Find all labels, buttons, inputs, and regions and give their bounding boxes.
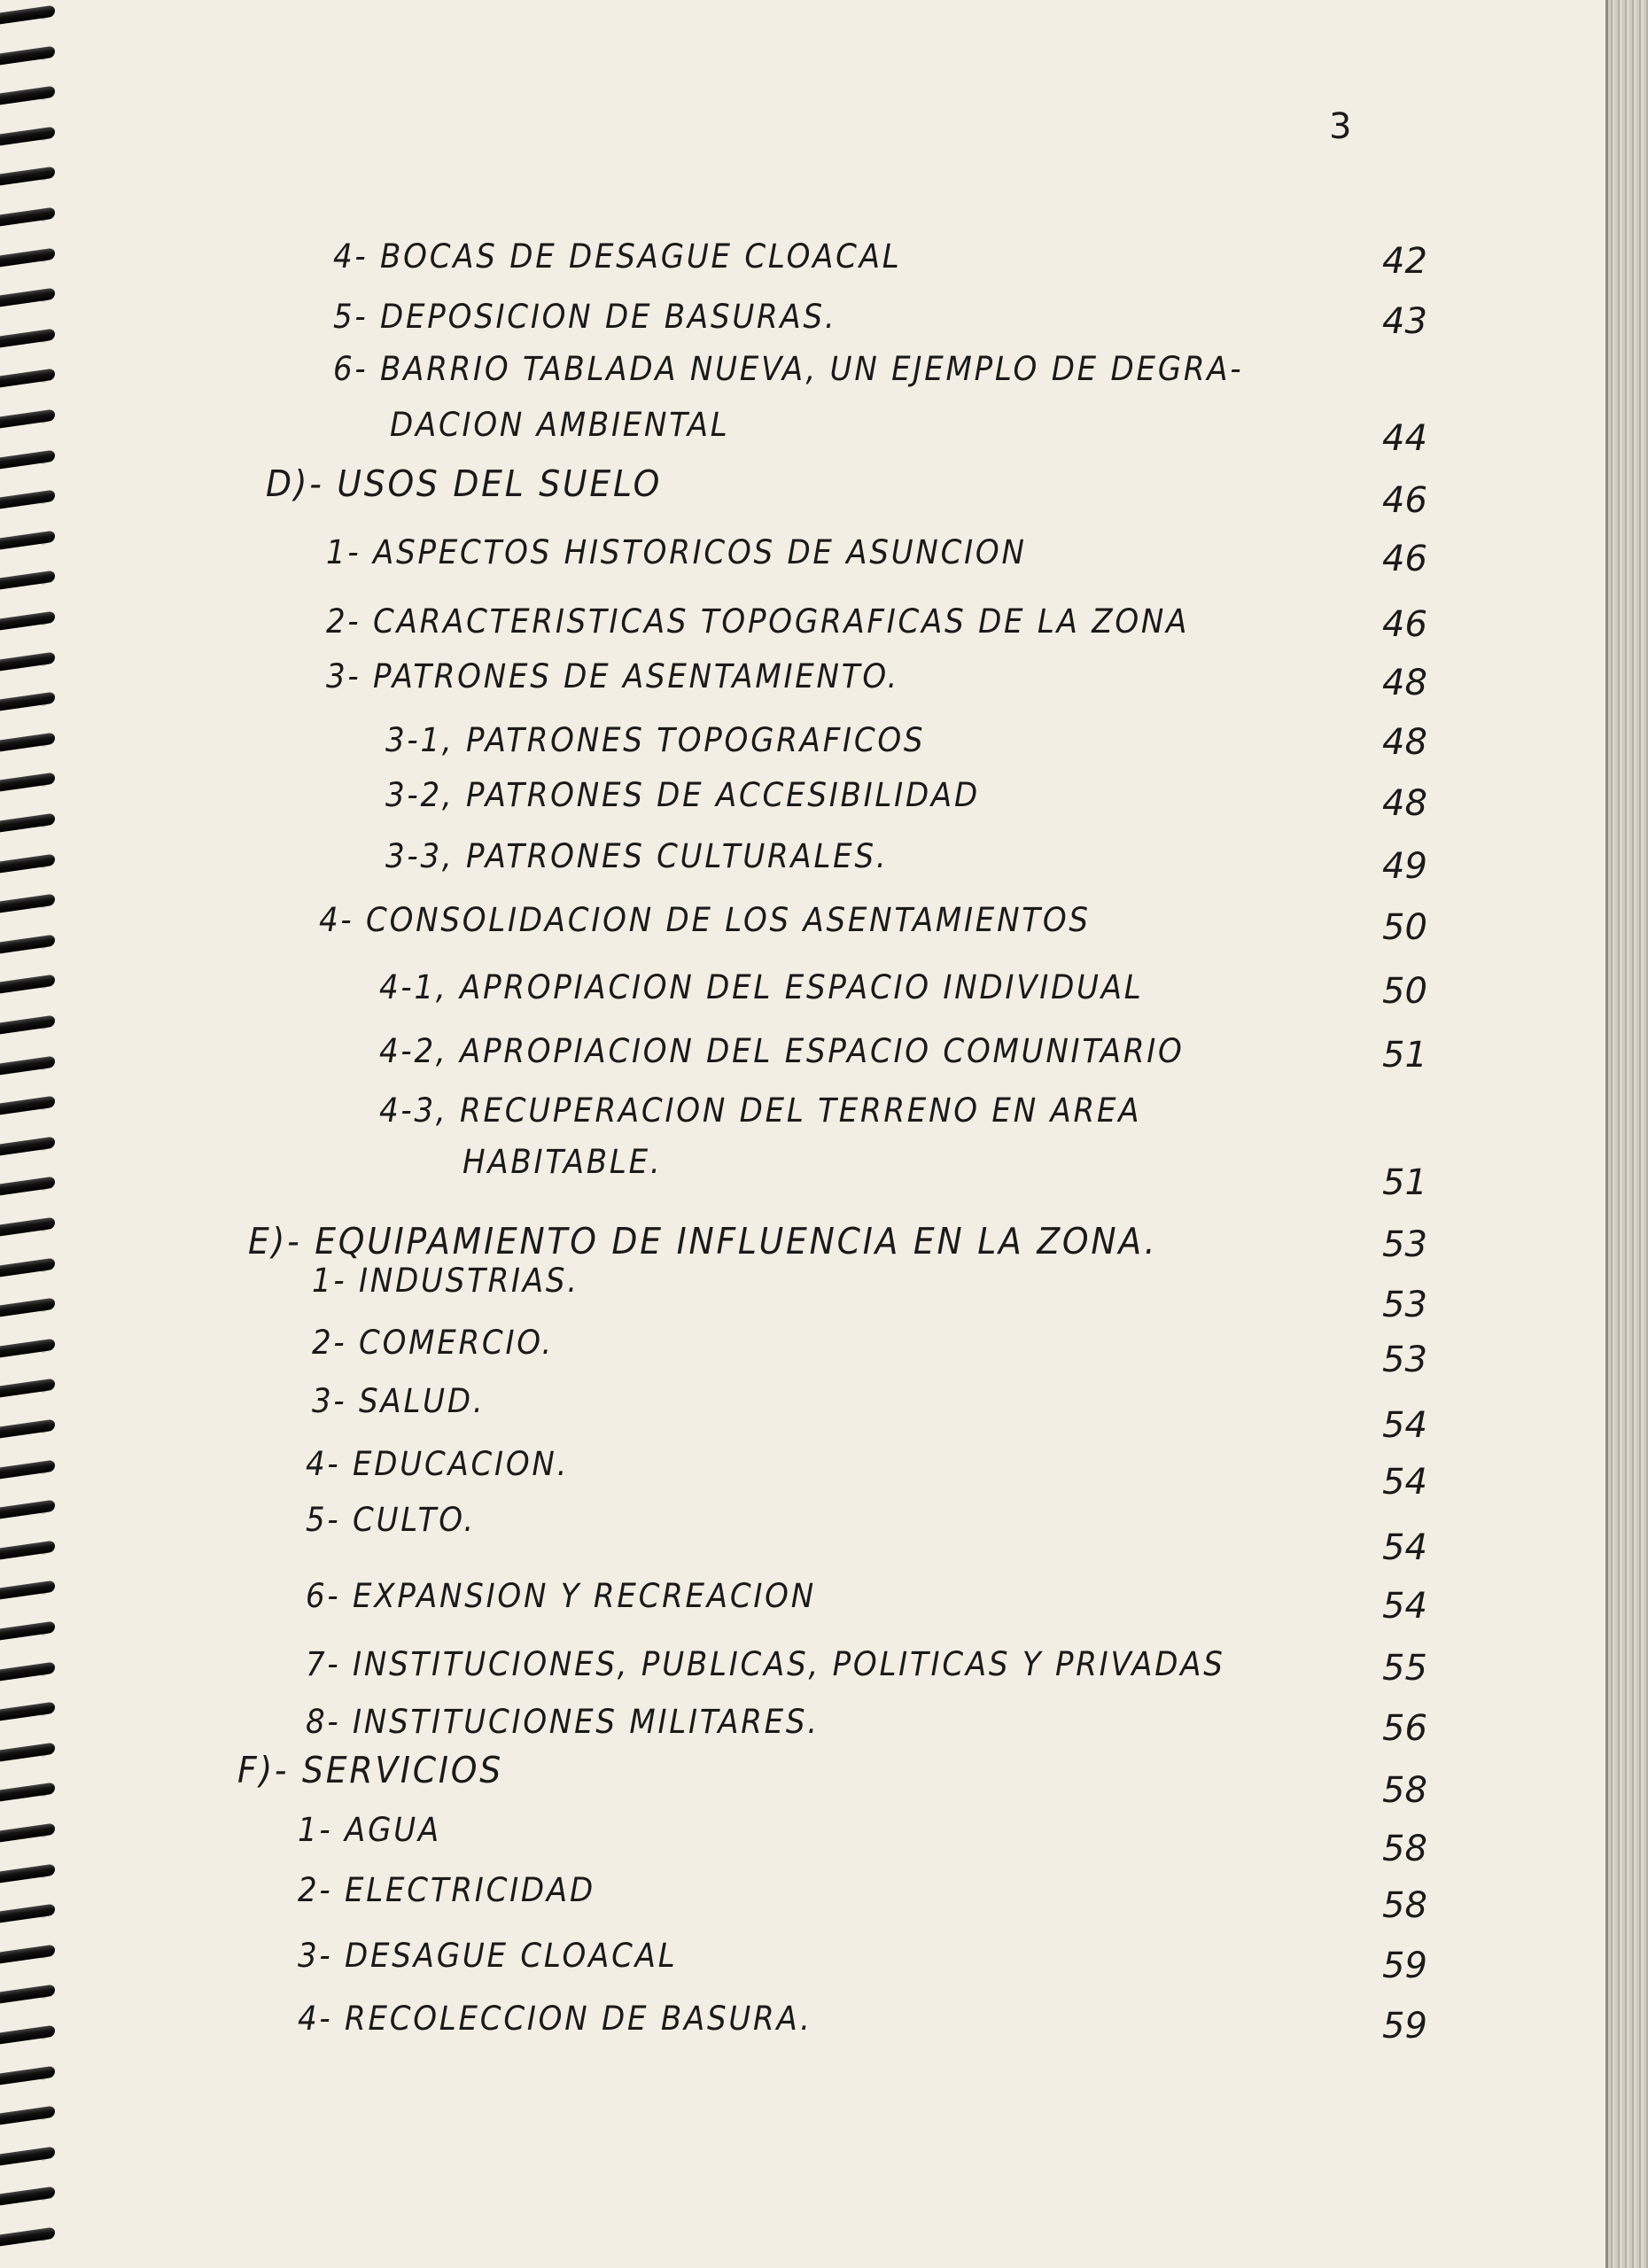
toc-section-heading: D)- USOS DEL SUELO bbox=[266, 462, 663, 505]
toc-entry-page: 51 bbox=[1382, 1162, 1427, 1203]
spiral-coil bbox=[0, 490, 55, 509]
toc-entry-text: 5- CULTO. bbox=[306, 1501, 476, 1539]
spiral-coil bbox=[0, 1217, 55, 1237]
spiral-coil bbox=[0, 1257, 55, 1277]
toc-entry-page: 54 bbox=[1382, 1527, 1427, 1568]
spiral-coil bbox=[0, 530, 55, 549]
spiral-coil bbox=[0, 1783, 55, 1802]
toc-entry-page: 55 bbox=[1382, 1648, 1427, 1689]
spiral-coil bbox=[0, 1702, 55, 1721]
spiral-coil bbox=[0, 1581, 55, 1600]
spiral-coil bbox=[0, 207, 55, 227]
toc-entry-text: 2- ELECTRICIDAD bbox=[298, 1871, 595, 1909]
toc-entry-page: 53 bbox=[1382, 1224, 1427, 1265]
toc-entry-page: 58 bbox=[1382, 1770, 1427, 1811]
spiral-coil bbox=[0, 1500, 55, 1519]
toc-entry-text: 4-1, APROPIACION DEL ESPACIO INDIVIDUAL bbox=[379, 968, 1144, 1006]
toc-entry-page: 48 bbox=[1382, 783, 1427, 824]
toc-entry-page: 58 bbox=[1382, 1829, 1427, 1869]
page-number: 3 bbox=[1329, 106, 1352, 147]
toc-entry-text: HABITABLE. bbox=[463, 1143, 663, 1181]
spiral-coil bbox=[0, 288, 55, 307]
toc-entry-text: 6- BARRIO TABLADA NUEVA, UN EJEMPLO DE DEGRA- bbox=[333, 350, 1244, 388]
toc-entry-text: 1- ASPECTOS HISTORICOS DE ASUNCION bbox=[326, 533, 1027, 571]
spiral-coil bbox=[0, 2186, 55, 2206]
toc-entry-page: 59 bbox=[1382, 2006, 1427, 2047]
toc-entry-text: 3-2, PATRONES DE ACCESIBILIDAD bbox=[385, 776, 980, 814]
spiral-coil bbox=[0, 2227, 55, 2247]
toc-entry-text: 4- BOCAS DE DESAGUE CLOACAL bbox=[333, 237, 902, 276]
spiral-coil bbox=[0, 1177, 55, 1196]
spiral-coil bbox=[0, 773, 55, 792]
spiral-coil bbox=[0, 328, 55, 347]
spiral-coil bbox=[0, 45, 55, 65]
spiral-coil bbox=[0, 1984, 55, 2004]
toc-entry-page: 48 bbox=[1382, 722, 1427, 763]
spiral-coil bbox=[0, 86, 55, 105]
spiral-coil bbox=[0, 1863, 55, 1883]
toc-entry-text: 4- CONSOLIDACION DE LOS ASENTAMIENTOS bbox=[319, 901, 1091, 939]
page-stack-edge bbox=[1608, 0, 1648, 2268]
spiral-coil bbox=[0, 1055, 55, 1075]
toc-entry-text: 3-1, PATRONES TOPOGRAFICOS bbox=[385, 721, 926, 759]
spiral-coil bbox=[0, 692, 55, 711]
toc-entry-page: 46 bbox=[1382, 480, 1427, 521]
spiral-coil bbox=[0, 1096, 55, 1115]
toc-entry-page: 50 bbox=[1382, 971, 1427, 1012]
spiral-binding bbox=[0, 0, 62, 2268]
spiral-coil bbox=[0, 1944, 55, 1963]
spiral-coil bbox=[0, 1419, 55, 1439]
spiral-coil bbox=[0, 651, 55, 671]
spiral-coil bbox=[0, 247, 55, 267]
spiral-coil bbox=[0, 2106, 55, 2125]
toc-entry-text: DACION AMBIENTAL bbox=[390, 406, 730, 444]
spiral-coil bbox=[0, 894, 55, 913]
toc-entry-page: 53 bbox=[1382, 1340, 1427, 1380]
spiral-coil bbox=[0, 2065, 55, 2085]
spiral-coil bbox=[0, 1621, 55, 1641]
spiral-coil bbox=[0, 5, 55, 25]
toc-entry-text: 2- COMERCIO. bbox=[312, 1324, 555, 1362]
toc-entry-page: 50 bbox=[1382, 907, 1427, 948]
toc-entry-page: 43 bbox=[1382, 301, 1427, 342]
spiral-coil bbox=[0, 1823, 55, 1843]
toc-entry-page: 58 bbox=[1382, 1885, 1427, 1926]
spiral-coil bbox=[0, 571, 55, 590]
toc-entry-text: 3- SALUD. bbox=[312, 1382, 486, 1420]
toc-entry-page: 54 bbox=[1382, 1405, 1427, 1446]
toc-entry-page: 59 bbox=[1382, 1946, 1427, 1986]
spiral-coil bbox=[0, 409, 55, 429]
spiral-coil bbox=[0, 611, 55, 631]
spiral-coil bbox=[0, 126, 55, 145]
spiral-coil bbox=[0, 813, 55, 833]
toc-entry-text: 5- DEPOSICION DE BASURAS. bbox=[333, 298, 837, 336]
toc-entry-page: 56 bbox=[1382, 1708, 1427, 1749]
spiral-coil bbox=[0, 1904, 55, 1923]
spiral-coil bbox=[0, 167, 55, 186]
toc-entry-text: 3-3, PATRONES CULTURALES. bbox=[385, 837, 889, 875]
toc-entry-text: 3- PATRONES DE ASENTAMIENTO. bbox=[326, 657, 900, 695]
toc-entry-text: 3- DESAGUE CLOACAL bbox=[298, 1937, 678, 1975]
spiral-coil bbox=[0, 1661, 55, 1681]
spiral-coil bbox=[0, 1540, 55, 1559]
toc-entry-text: 4-2, APROPIACION DEL ESPACIO COMUNITARIO bbox=[379, 1032, 1185, 1070]
toc-entry-text: 4- EDUCACION. bbox=[306, 1445, 570, 1483]
toc-entry-page: 46 bbox=[1382, 604, 1427, 645]
spiral-coil bbox=[0, 732, 55, 751]
toc-entry-page: 54 bbox=[1382, 1586, 1427, 1627]
spiral-coil bbox=[0, 1459, 55, 1479]
toc-section-heading: E)- EQUIPAMIENTO DE INFLUENCIA EN LA ZONA. bbox=[248, 1220, 1158, 1262]
spiral-coil bbox=[0, 975, 55, 994]
toc-entry-text: 7- INSTITUCIONES, PUBLICAS, POLITICAS Y PRIVADAS bbox=[306, 1645, 1225, 1683]
spiral-coil bbox=[0, 1379, 55, 1398]
spiral-coil bbox=[0, 1298, 55, 1317]
spiral-coil bbox=[0, 853, 55, 873]
toc-entry-page: 48 bbox=[1382, 663, 1427, 703]
spiral-coil bbox=[0, 1742, 55, 1761]
toc-entry-text: 4-3, RECUPERACION DEL TERRENO EN AREA bbox=[379, 1091, 1142, 1130]
spiral-coil bbox=[0, 1136, 55, 1155]
spiral-coil bbox=[0, 1015, 55, 1035]
spiral-coil bbox=[0, 934, 55, 953]
toc-entry-text: 4- RECOLECCION DE BASURA. bbox=[298, 2000, 812, 2038]
spiral-coil bbox=[0, 2146, 55, 2165]
spiral-coil bbox=[0, 1338, 55, 1357]
toc-entry-text: 2- CARACTERISTICAS TOPOGRAFICAS DE LA ZONA bbox=[326, 602, 1190, 641]
toc-entry-text: 6- EXPANSION Y RECREACION bbox=[306, 1577, 816, 1615]
toc-entry-page: 44 bbox=[1382, 418, 1427, 459]
spiral-coil bbox=[0, 449, 55, 469]
spiral-coil bbox=[0, 369, 55, 388]
toc-section-heading: F)- SERVICIOS bbox=[237, 1749, 503, 1791]
toc-entry-text: 8- INSTITUCIONES MILITARES. bbox=[306, 1703, 820, 1741]
toc-entry-page: 42 bbox=[1382, 241, 1427, 282]
toc-entry-page: 54 bbox=[1382, 1462, 1427, 1503]
toc-entry-page: 46 bbox=[1382, 539, 1427, 579]
toc-entry-text: 1- INDUSTRIAS. bbox=[312, 1262, 579, 1300]
toc-entry-page: 53 bbox=[1382, 1285, 1427, 1325]
toc-entry-page: 51 bbox=[1382, 1035, 1427, 1076]
toc-entry-text: 1- AGUA bbox=[298, 1811, 441, 1849]
toc-entry-page: 49 bbox=[1382, 846, 1427, 887]
spiral-coil bbox=[0, 2025, 55, 2045]
